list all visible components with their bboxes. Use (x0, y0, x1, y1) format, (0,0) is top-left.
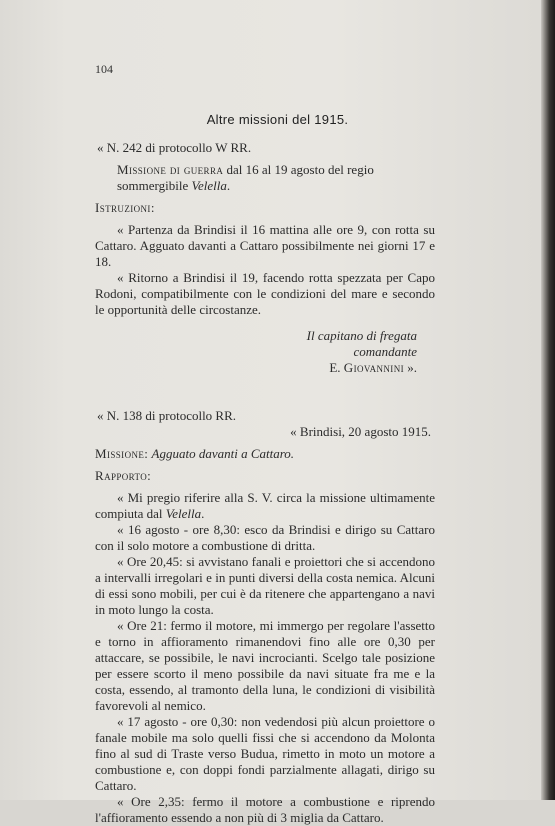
ship-name: Velella (191, 178, 227, 193)
paragraph: « Partenza da Brindisi il 16 mattina alle ore 9, con rotta su Cattaro. Agguato davanti a Cattaro possibilmente nei giorni 17 e 18. (95, 222, 435, 269)
instructions-label: Istruzioni: (95, 200, 155, 215)
protocol-line: « N. 242 di protocollo W RR. (97, 140, 252, 155)
mission-line: Missione di guerra dal 16 al 19 agosto del regio sommergibile Velella. (117, 162, 374, 193)
page-title: Altre missioni del 1915. (206, 112, 349, 127)
paragraph: « Ore 2,35: fermo il motore a combustione e riprendo l'affioramento essendo a non più di 3 miglia da Cattaro. (95, 794, 435, 825)
signature-block: Il capitano di fregata comandante E. Giovannini ». (306, 328, 417, 375)
mission-line: Missione: Agguato davanti a Cattaro. (95, 446, 295, 461)
paragraph: « 17 agosto - ore 0,30: non vedendosi più alcun proiettore o fanale mobile ma solo quelli fissi che si accendono da Molonta fino al sud di Traste verso Budua, rimetto in moto un motore a combustione e, con doppi fondi parzialmente allagati, dirigo su Cattaro. (95, 714, 435, 793)
report-label: Rapporto: (95, 468, 152, 483)
document-body (95, 140, 435, 826)
paragraph: « 16 agosto - ore 8,30: esco da Brindisi e dirigo su Cattaro con il solo motore a combustione di dritta. (95, 522, 435, 553)
section-2 (95, 408, 435, 826)
paragraph: « Ore 21: fermo il motore, mi immergo per regolare l'assetto e torno in affioramento rimanendovi fino alle ore 0,30 per attaccare, se possibile, le navi incrocianti. Scelgo tale posizione per essere scorto il meno possibile da navi situate fra me e la costa, essendo, al tramonto della luna, le condizioni di visibilità favorevoli al nemico. (95, 618, 435, 713)
mission-text: dal 16 al 19 agosto del regio sommergibile (117, 162, 374, 193)
paragraph: « Ritorno a Brindisi il 19, facendo rotta spezzata per Capo Rodoni, compatibilmente con le condizioni del mare e secondo le opportunità delle circostanze. (95, 270, 435, 317)
paragraph: « Ore 20,45: si avvistano fanali e proiettori che si accendono a intervalli irregolari e in punti diversi della costa nemica. Alcuni di essi sono mobili, per cui è da ritenere che appartengano a navi in moto lungo la costa. (95, 554, 435, 617)
protocol-line: « N. 138 di protocollo RR. (97, 408, 237, 423)
page-number: 104 (95, 62, 113, 76)
paragraph: « Mi pregio riferire alla S. V. circa la missione ultimamente compiuta dal Velella. (95, 490, 435, 521)
mission-label: Missione di guerra (117, 162, 224, 177)
section-1 (95, 140, 435, 376)
date-line: « Brindisi, 20 agosto 1915. (290, 424, 431, 439)
